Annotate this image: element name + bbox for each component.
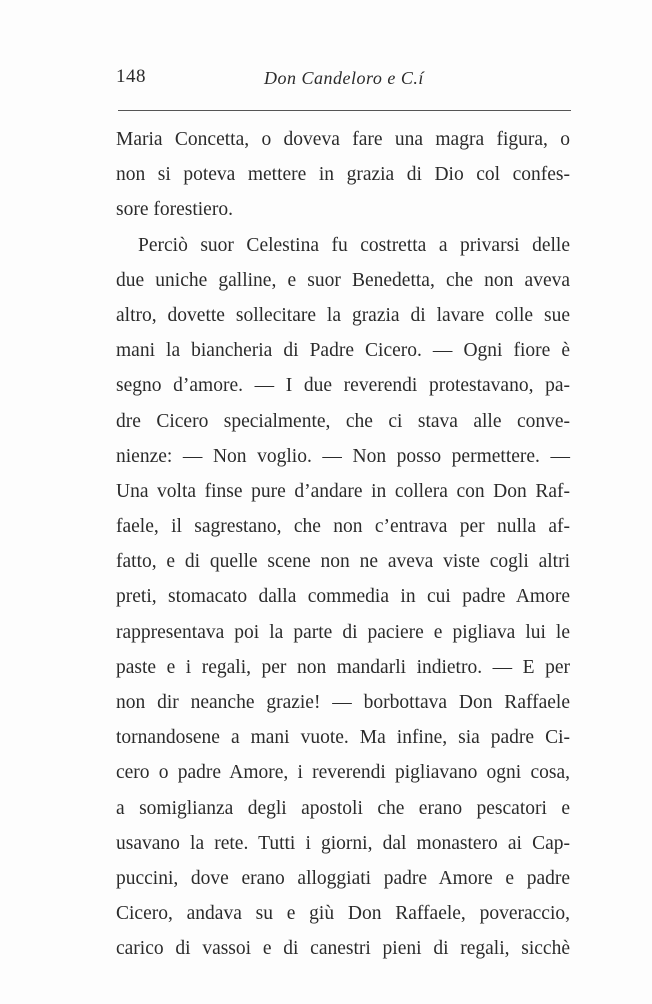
text-line: rappresentava poi la parte di paciere e pigliava lui le (116, 621, 570, 643)
text-line: altro, dovette sollecitare la grazia di lavare colle sue (116, 304, 570, 326)
text-line: carico di vassoi e di canestri pieni di regali, sicchè (116, 938, 570, 960)
text-line: due uniche galline, e suor Benedetta, che non aveva (116, 269, 570, 291)
text-line: segno d’amore. — I due reverendi protestavano, pa- (116, 375, 570, 397)
text-line: Perciò suor Celestina fu costretta a privarsi delle (138, 234, 570, 256)
text-line: faele, il sagrestano, che non c’entrava per nulla af- (116, 516, 570, 538)
text-line: non dir neanche grazie! — borbottava Don Raffaele (116, 692, 570, 713)
text-line: nienze: — Non voglio. — Non posso permettere. — (116, 445, 570, 467)
paragraph (116, 122, 570, 228)
text-line: Una volta finse pure d’andare in collera con Don Raf- (116, 480, 570, 502)
text-line: dre Cicero specialmente, che ci stava alle conve- (116, 410, 570, 432)
text-line: paste e i regali, per non mandarli indietro. — E per (116, 656, 570, 678)
text-line: preti, stomacato dalla commedia in cui padre Amore (116, 586, 570, 608)
header-rule (118, 110, 571, 111)
text-line: non si poteva mettere in grazia di Dio col confes- (116, 164, 570, 186)
text-line: puccini, dove erano alloggiati padre Amore e padre (116, 867, 570, 889)
running-title: Don Candeloro e C.í (264, 68, 424, 88)
text-line: Maria Concetta, o doveva fare una magra figura, o (116, 129, 570, 150)
body-text (116, 122, 570, 967)
text-line: cero o padre Amore, i reverendi pigliavano ogni cosa, (116, 762, 570, 784)
text-line: usavano la rete. Tutti i giorni, dal monastero ai Cap- (116, 832, 570, 854)
text-line: mani la biancheria di Padre Cicero. — Ogni fiore è (116, 340, 570, 362)
text-line: sore forestiero. (116, 199, 233, 221)
text-line: a somiglianza degli apostoli che erano pescatori e (116, 797, 570, 819)
text-line: Cicero, andava su e giù Don Raffaele, poveraccio, (116, 903, 570, 925)
page-number: 148 (116, 66, 146, 87)
paragraph (116, 228, 570, 967)
text-line: fatto, e di quelle scene non ne aveva viste cogli altri (116, 551, 570, 573)
page-header (114, 64, 570, 92)
text-line: tornandosene a mani vuote. Ma infine, sia padre Ci- (116, 727, 570, 749)
